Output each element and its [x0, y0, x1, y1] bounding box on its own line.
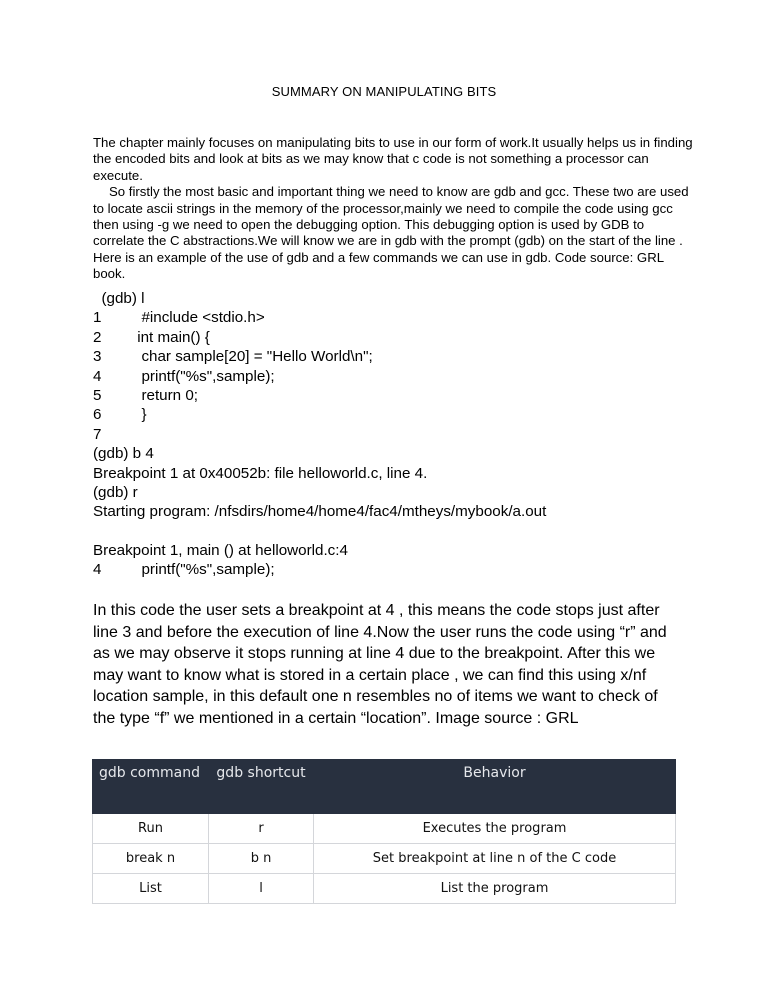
gdb-commands-table [92, 759, 676, 904]
line-number: 4 [93, 561, 102, 579]
intro-paragraph-2: So firstly the most basic and important thing we need to know are gdb and gcc. These two are used to locate ascii strings in the memory of the processor,mainly we need to compile the code using gcc then using -g we need to open the debugging option. This debugging option is used by GDB to correlate the C abstractions.We will know we are in gdb with the prompt (gdb) on the start of the line . Here is an example of the use of gdb and a few commands we can use in gdb. Code source: GRL book. [93, 184, 689, 282]
cell-behavior: Executes the program [314, 814, 676, 844]
table-row [93, 814, 676, 844]
cell-behavior: List the program [314, 874, 676, 904]
line-text: printf("%s",sample); [133, 367, 275, 385]
table-header-row [93, 760, 676, 814]
header-gdb-command: gdb command [93, 760, 209, 814]
code-line [93, 347, 693, 366]
line-number: 6 [93, 406, 102, 424]
line-text: int main() { [133, 328, 210, 346]
gdb-session [93, 289, 693, 580]
gdb-breakpoint-hit: Breakpoint 1, main () at helloworld.c:4 [93, 542, 348, 560]
cell-behavior: Set breakpoint at line n of the C code [314, 844, 676, 874]
line-number: 2 [93, 328, 102, 346]
intro-paragraph-1: The chapter mainly focuses on manipulating bits to use in our form of work.It usually helps us in finding the encoded bits and look at bits as we may know that c code is not something a processor can execute. [93, 135, 693, 183]
gdb-output-run: Starting program: /nfsdirs/home4/home4/fac4/mtheys/mybook/a.out [93, 503, 547, 521]
line-text: printf("%s",sample); [133, 561, 275, 579]
code-line [93, 386, 693, 405]
line-number: 3 [93, 348, 102, 366]
gdb-prompt-list: (gdb) l [93, 290, 145, 307]
cell-command: Run [93, 814, 209, 844]
gdb-output-break: Breakpoint 1 at 0x40052b: file helloworld.c, line 4. [93, 464, 428, 482]
code-line [93, 560, 693, 579]
spacer [93, 522, 693, 541]
line-text: #include <stdio.h> [133, 309, 265, 327]
header-behavior: Behavior [314, 760, 676, 814]
cell-shortcut: l [209, 874, 314, 904]
cell-command: break n [93, 844, 209, 874]
code-line [93, 425, 693, 444]
cell-shortcut: r [209, 814, 314, 844]
gdb-command-break: (gdb) b 4 [93, 445, 154, 463]
code-line [93, 328, 693, 347]
cell-command: List [93, 874, 209, 904]
code-line [93, 308, 693, 327]
intro-section [93, 135, 693, 283]
line-text: char sample[20] = "Hello World\n"; [133, 348, 373, 366]
line-number: 7 [93, 425, 102, 443]
line-number: 1 [93, 309, 102, 327]
line-number: 5 [93, 386, 102, 404]
table-row [93, 844, 676, 874]
explanation-paragraph: In this code the user sets a breakpoint at 4 , this means the code stops just after line 3 and before the execution of line 4.Now the user runs the code using “r” and as we may observe it stops running at line 4 due to the breakpoint. After this we may want to know what is stored in a certain place , we can find this using x/nf location sample, in this default one n resembles no of items we want to check of the type “f” we mentioned in a certain “location”. Image source : GRL [93, 602, 667, 727]
header-gdb-shortcut: gdb shortcut [209, 760, 314, 814]
table-row [93, 874, 676, 904]
page-title: SUMMARY ON MANIPULATING BITS [271, 84, 497, 99]
line-text: return 0; [133, 386, 198, 404]
line-number: 4 [93, 367, 102, 385]
code-line [93, 367, 693, 386]
code-line [93, 405, 693, 424]
gdb-command-run: (gdb) r [93, 483, 138, 501]
line-text: } [133, 406, 147, 424]
cell-shortcut: b n [209, 844, 314, 874]
